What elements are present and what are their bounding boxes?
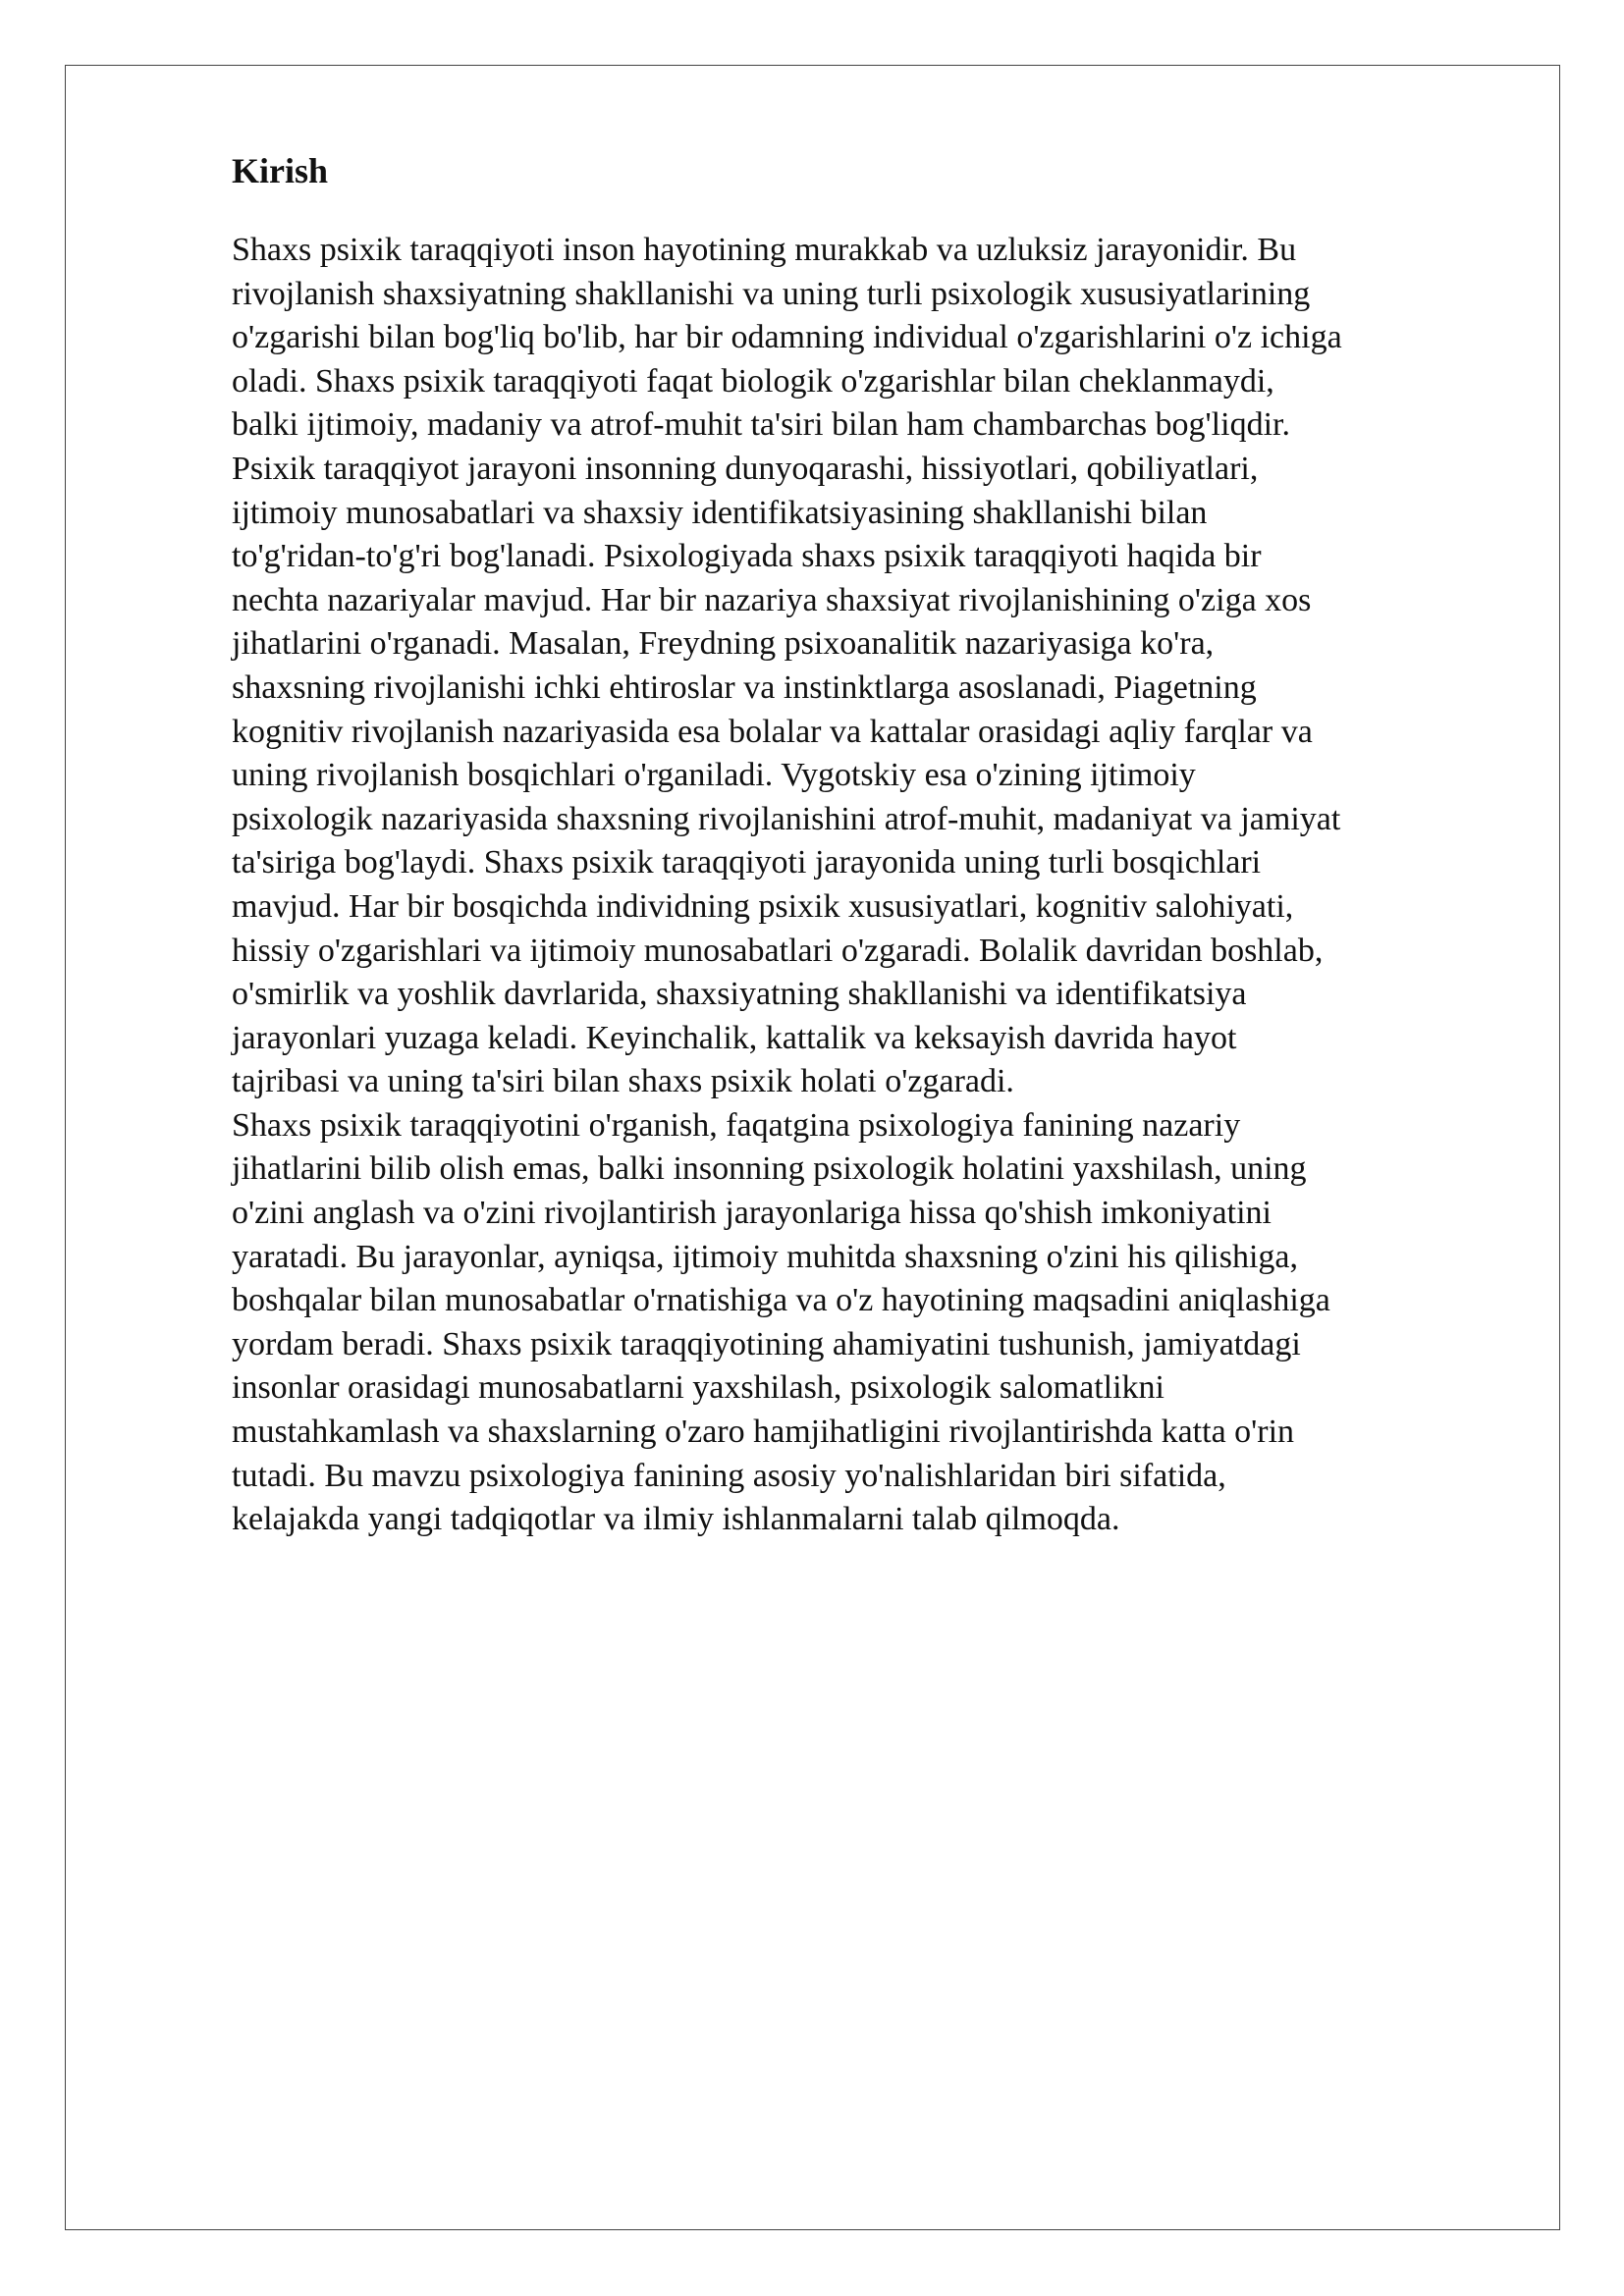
paragraph-1: [232, 229, 1508, 1104]
text-line: ta'siriga bog'laydi. Shaxs psixik taraqqiyoti jarayonida uning turli bosqichlari: [232, 844, 1262, 881]
text-line: Shaxs psixik taraqqiyotini o'rganish, faqatgina psixologiya fanining nazariy: [232, 1106, 1241, 1144]
text-line: tajribasi va uning ta'siri bilan shaxs psixik holati o'zgaradi.: [232, 1063, 1014, 1100]
text-line: hissiy o'zgarishlari va ijtimoiy munosabatlari o'zgaradi. Bolalik davridan boshlab,: [232, 932, 1324, 969]
text-line: Shaxs psixik taraqqiyoti inson hayotining murakkab va uzluksiz jarayonidir. Bu: [232, 232, 1297, 268]
text-line: tutadi. Bu mavzu psixologiya fanining asosiy yo'nalishlaridan biri sifatida,: [232, 1457, 1226, 1494]
text-line: o'smirlik va yoshlik davrlarida, shaxsiyatning shakllanishi va identifikatsiya: [232, 976, 1247, 1013]
text-line: psixologik nazariyasida shaxsning rivojlanishini atrof-muhit, madaniyat va jamiyat: [232, 800, 1341, 837]
text-line: yordam beradi. Shaxs psixik taraqqiyotining ahamiyatini tushunish, jamiyatdagi: [232, 1325, 1301, 1362]
text-line: jihatlarini bilib olish emas, balki insonning psixologik holatini yaxshilash, uning: [232, 1150, 1307, 1188]
text-line: balki ijtimoiy, madaniy va atrof-muhit ta'siri bilan ham chambarchas bog'liqdir.: [232, 406, 1290, 444]
text-line: mavjud. Har bir bosqichda individning psixik xususiyatlari, kognitiv salohiyati,: [232, 887, 1294, 925]
text-line: Psixik taraqqiyot jarayoni insonning dunyoqarashi, hissiyotlari, qobiliyatlari,: [232, 450, 1259, 487]
text-line: to'g'ridan-to'g'ri bog'lanadi. Psixologiyada shaxs psixik taraqqiyoti haqida bir: [232, 538, 1262, 575]
text-line: o'zgarishi bilan bog'liq bo'lib, har bir odamning individual o'zgarishlarini o'z ichiga: [232, 319, 1342, 356]
document-body: [232, 149, 1508, 1542]
text-line: kognitiv rivojlanish nazariyasida esa bolalar va kattalar orasidagi aqliy farqlar va: [232, 713, 1313, 750]
text-line: jarayonlari yuzaga keladi. Keyinchalik, kattalik va keksayish davrida hayot: [232, 1019, 1237, 1056]
text-line: nechta nazariyalar mavjud. Har bir nazariya shaxsiyat rivojlanishining o'ziga xos: [232, 581, 1312, 618]
paragraph-2: [232, 1104, 1508, 1542]
section-heading: Kirish: [232, 151, 329, 190]
text-line: yaratadi. Bu jarayonlar, ayniqsa, ijtimoiy muhitda shaxsning o'zini his qilishiga,: [232, 1238, 1298, 1275]
text-line: mustahkamlash va shaxslarning o'zaro hamjihatligini rivojlantirishda katta o'rin: [232, 1414, 1295, 1451]
text-line: jihatlarini o'rganadi. Masalan, Freydning psixoanalitik nazariyasiga ko'ra,: [232, 625, 1215, 663]
text-line: insonlar orasidagi munosabatlarni yaxshilash, psixologik salomatlikni: [232, 1369, 1164, 1407]
text-line: ijtimoiy munosabatlari va shaxsiy identifikatsiyasining shakllanishi bilan: [232, 494, 1208, 531]
text-line: uning rivojlanish bosqichlari o'rganiladi. Vygotskiy esa o'zining ijtimoiy: [232, 757, 1196, 794]
text-line: kelajakda yangi tadqiqotlar va ilmiy ishlanmalarni talab qilmoqda.: [232, 1501, 1120, 1538]
text-line: oladi. Shaxs psixik taraqqiyoti faqat biologik o'zgarishlar bilan cheklanmaydi,: [232, 362, 1274, 400]
text-line: shaxsning rivojlanishi ichki ehtiroslar va instinktlarga asoslanadi, Piagetning: [232, 668, 1257, 706]
text-line: rivojlanish shaxsiyatning shakllanishi va uning turli psixologik xususiyatlarining: [232, 275, 1311, 312]
text-line: boshqalar bilan munosabatlar o'rnatishiga va o'z hayotining maqsadini aniqlashiga: [232, 1282, 1330, 1319]
text-line: o'zini anglash va o'zini rivojlantirish jarayonlariga hissa qo'shish imkoniyatini: [232, 1195, 1272, 1232]
